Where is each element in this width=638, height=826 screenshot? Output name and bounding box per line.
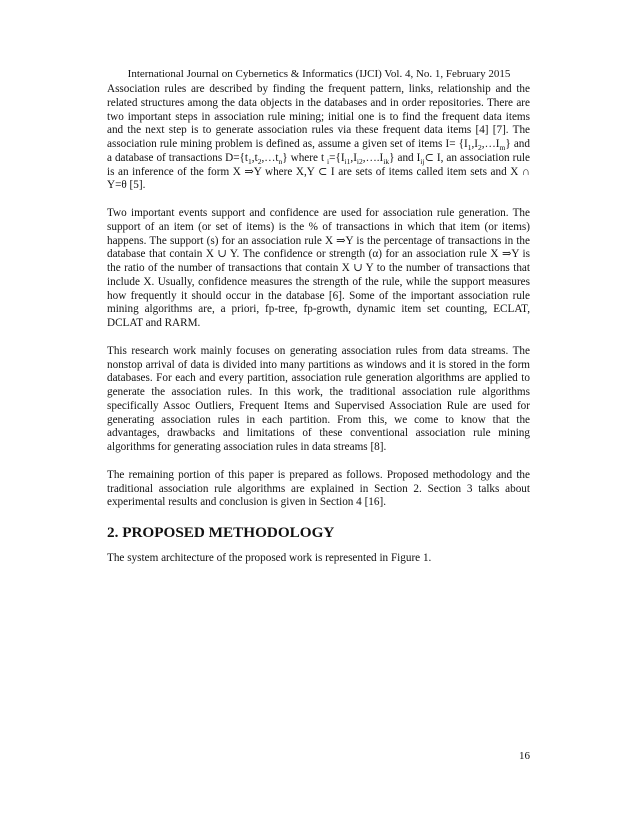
text-run: ={I [329, 151, 345, 164]
subscript: i2 [356, 156, 363, 166]
text-run: } and a database of transactions D={t [107, 138, 530, 164]
page-number: 16 [519, 750, 530, 762]
text-run: ,…t [261, 151, 279, 164]
subscript: 2 [257, 156, 262, 166]
text-run: Association rules are described by finding the frequent pattern, links, relationship and the related structures among the data objects in the databases and in order repositories. There are two important steps in association rule mining; initial one is to find the frequent data items and the next step is to generate association rules via these frequent data items [4] [7]. The association rule mining problem is defined as, assume a given set of items I= {I [107, 83, 530, 150]
subscript: n [278, 156, 283, 166]
text-run: ⊂ I, an association rule is an inference of the form X ⇒Y where X,Y ⊂ I are sets of items called item sets and X ∩ Y=θ [5]. [107, 151, 531, 192]
subscript: m [499, 143, 506, 153]
text-run: ,I [350, 151, 357, 164]
subscript: i [327, 156, 330, 166]
paragraph-association-rules [107, 83, 530, 193]
subscript: 2 [478, 143, 482, 153]
text-run: ,…I [481, 138, 500, 150]
paragraph-support-confidence: Two important events support and confidence are used for association rule generation. The support of an item (or set of items) is the % of transactions in which that item (or items) happens. The support (s) for an association rule X ⇒Y is the percentage of transactions in the database that contain X ∪ Y. The confidence or strength (α) for an association rule X ⇒Y is the ratio of the number of transactions that contain X ∪ Y to the number of transactions that include X. Usually, confidence measures the strength of the rule, while the support measures how frequently it should occur in the database [6]. Some of the important association rule mining algorithms are, a priori, fp-tree, fp-growth, dynamic item set counting, ECLAT, DCLAT and RARM. [107, 207, 530, 329]
text-run: ,I [471, 138, 479, 150]
subscript: i1 [344, 156, 351, 166]
text-run: } and I [389, 151, 421, 164]
subscript: 1 [248, 156, 252, 166]
text-run: ,….I [362, 151, 384, 164]
subscript: ij [420, 156, 425, 166]
subscript: 1 [467, 143, 472, 153]
paragraph-paper-organization: The remaining portion of this paper is prepared as follows. Proposed methodology and the traditional association rule algorithms are explained in Section 2. Section 3 talks about experimental results and conclusion is given in Section 4 [16]. [107, 468, 530, 509]
running-header: International Journal on Cybernetics & Informatics (IJCI) Vol. 4, No. 1, February 2015 [127, 68, 511, 80]
section-heading: 2. PROPOSED METHODOLOGY [107, 524, 335, 541]
paragraph-system-architecture: The system architecture of the proposed work is represented in Figure 1. [107, 552, 432, 564]
subscript: ik [383, 156, 390, 166]
text-run: ,t [251, 151, 258, 164]
paragraph-research-focus: This research work mainly focuses on generating association rules from data streams. The nonstop arrival of data is divided into many partitions as windows and it is stored in the form databases. For each and every partition, association rule generation algorithms are applied to generate the association rules. In this work, the traditional association rule algorithms specifically Assoc Outliers, Frequent Items and Supervised Association Rule are used for generating association rules in each partition. From this, we come to know that the advantages, drawbacks and limitations of these conventional association rule mining algorithms for generating association rules in data streams [8]. [107, 344, 530, 453]
text-run: } where t [282, 151, 328, 164]
page-body [107, 83, 530, 580]
